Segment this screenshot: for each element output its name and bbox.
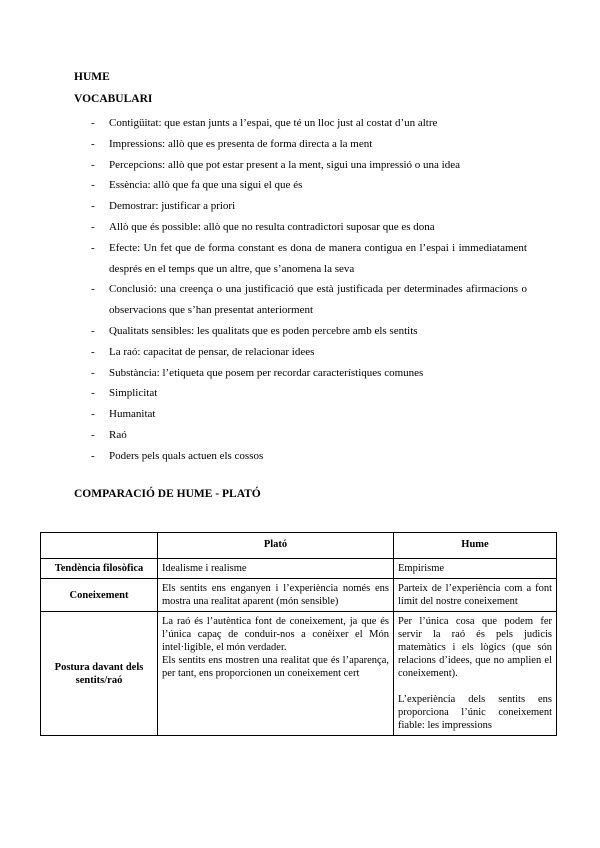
table-row <box>41 579 557 612</box>
bullet-dash: - <box>91 241 95 254</box>
vocabulary-item <box>91 383 527 404</box>
comparison-heading: COMPARACIÓ DE HUME - PLATÓ <box>74 488 261 500</box>
hume-cell <box>394 612 557 736</box>
vocabulary-item-text: Raó <box>109 428 127 441</box>
vocabulary-item <box>91 134 527 155</box>
bullet-dash: - <box>91 179 95 192</box>
vocabulary-item <box>91 196 527 217</box>
vocabulary-item-text: Allò que és possible: allò que no resulta contradictori suposar que es dona <box>109 220 435 233</box>
vocabulary-item <box>91 175 527 196</box>
plato-cell <box>158 559 394 579</box>
plato-cell <box>158 579 394 612</box>
vocabulary-list <box>91 113 527 467</box>
vocabulary-item-text: Percepcions: allò que pot estar present a la ment, sigui una impressió o una idea <box>109 158 460 171</box>
vocabulary-item <box>91 342 527 363</box>
paragraph-gap <box>398 680 552 693</box>
cell-paragraph: La raó és l’autèntica font de coneixement, ja que és l’única capaç de conduir-nos a conèixer el Món intel·ligible, el món verdader. <box>162 616 389 653</box>
vocabulary-item-text: Humanitat <box>109 408 156 421</box>
vocabulary-item <box>91 363 527 384</box>
row-label: Coneixement <box>41 579 158 612</box>
header-empty-cell <box>41 533 158 559</box>
vocabulary-item-text: Efecte: Un fet que de forma constant es dona de manera contigua en l’espai i immediatament després en el temps que un altre, que s’anomena la seva <box>109 241 527 275</box>
vocabulary-item-text: Poders pels quals actuen els cossos <box>109 449 264 462</box>
bullet-dash: - <box>91 158 95 171</box>
table-row <box>41 612 557 736</box>
vocabulary-item <box>91 113 527 134</box>
cell-text: Parteix de l’experiència com a font límit del nostre coneixement <box>398 583 552 607</box>
bullet-dash: - <box>91 324 95 337</box>
vocabulary-item-text: La raó: capacitat de pensar, de relacionar idees <box>109 345 315 358</box>
bullet-dash: - <box>91 283 95 296</box>
bullet-dash: - <box>91 137 95 150</box>
comparison-table <box>40 532 557 736</box>
bullet-dash: - <box>91 387 95 400</box>
bullet-dash: - <box>91 220 95 233</box>
vocabulary-item <box>91 238 527 280</box>
vocabulary-item-text: Simplicitat <box>109 387 158 400</box>
hume-cell <box>394 579 557 612</box>
plato-cell <box>158 612 394 736</box>
cell-paragraph: L’experiència dels sentits ens proporciona l’únic coneixement fiable: les impressions <box>398 694 552 731</box>
header-plato: Plató <box>158 533 394 559</box>
table-row <box>41 559 557 579</box>
vocabulary-item <box>91 279 527 321</box>
bullet-dash: - <box>91 408 95 421</box>
header-hume: Hume <box>394 533 557 559</box>
vocabulary-item <box>91 425 527 446</box>
hume-cell <box>394 559 557 579</box>
vocabulary-item <box>91 155 527 176</box>
document-title: HUME <box>74 71 110 83</box>
cell-text: Idealisme i realisme <box>162 563 247 574</box>
cell-paragraph: Per l’única cosa que podem fer servir la raó és pels judicis matemàtics i els lògics (que són relacions d’idees, que no amplien el coneixement). <box>398 616 552 679</box>
vocabulary-item-text: Contigüitat: que estan junts a l’espai, que té un lloc just al costat d’un altre <box>109 117 438 129</box>
bullet-dash: - <box>91 366 95 379</box>
vocabulary-item <box>91 446 527 467</box>
vocabulary-item-text: Essència: allò que fa que una sigui el que és <box>109 179 303 192</box>
cell-text: Empirisme <box>398 563 445 574</box>
bullet-dash: - <box>91 428 95 441</box>
vocabulary-item-text: Substància: l’etiqueta que posem per recordar característiques comunes <box>109 366 424 379</box>
bullet-dash: - <box>91 200 95 213</box>
vocabulary-item-text: Qualitats sensibles: les qualitats que es poden percebre amb els sentits <box>109 324 418 337</box>
vocabulary-item-text: Demostrar: justificar a priori <box>109 200 236 213</box>
vocabulary-item-text: Conclusió: una creença o una justificació que està justificada per determinades afirmacions o observacions que s’han presentat anteriorment <box>109 283 527 317</box>
cell-text: Els sentits ens enganyen i l’experiència només ens mostra una realitat aparent (món sensible) <box>162 583 389 607</box>
vocabulary-item <box>91 217 527 238</box>
row-label: Postura davant dels sentits/raó <box>41 612 158 736</box>
bullet-dash: - <box>91 449 95 462</box>
row-label: Tendència filosòfica <box>41 559 158 579</box>
bullet-dash: - <box>91 345 95 358</box>
vocabulary-item-text: Impressions: allò que es presenta de forma directa a la ment <box>109 137 373 150</box>
table-header-row <box>41 533 557 559</box>
cell-paragraph: Els sentits ens mostren una realitat que és l’aparença, per tant, ens proporcionen un coneixement cert <box>162 655 389 679</box>
vocabulary-item <box>91 404 527 425</box>
vocabulary-heading: VOCABULARI <box>74 93 153 105</box>
vocabulary-item <box>91 321 527 342</box>
bullet-dash: - <box>91 117 95 129</box>
